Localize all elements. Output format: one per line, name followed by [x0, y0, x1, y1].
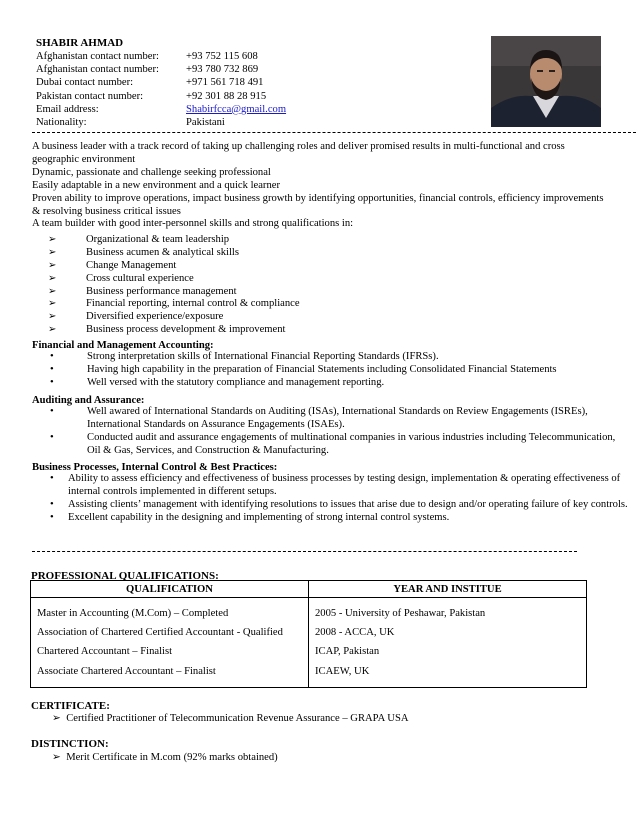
contact-block: [36, 50, 286, 129]
table-row: [31, 623, 587, 642]
auditing-section: [32, 395, 617, 458]
financial-section: [32, 340, 638, 390]
list-item: ➢ Merit Certificate in M.com (92% marks obtained): [52, 752, 278, 763]
qualification-skill-list: [0, 234, 600, 337]
contact-row: [36, 103, 286, 116]
arrow-bullet-icon: ➢: [52, 713, 67, 724]
summary-line: Easily adaptable in a new environment and a quick learner: [32, 179, 280, 191]
section-heading: CERTIFICATE:: [31, 700, 110, 712]
arrow-bullet-icon: ➢: [52, 752, 67, 763]
contact-row: [36, 50, 286, 63]
list-item: ➢ Business performance management: [48, 285, 237, 297]
round-bullet-icon: •: [50, 351, 54, 362]
round-bullet-icon: •: [50, 511, 54, 523]
list-item: ➢ Financial reporting, internal control & compliance: [48, 298, 300, 310]
arrow-bullet-icon: ➢: [48, 311, 57, 323]
arrow-bullet-icon: ➢: [48, 246, 57, 258]
profile-photo: [491, 36, 601, 127]
contact-label: Nationality:: [36, 116, 87, 128]
section-heading: Business Processes, Internal Control & Best Practices:: [32, 462, 278, 473]
summary-line: Proven ability to improve operations, impact business growth by identifying opportunities, financial controls, efficiency improvements & resolving business critical issues: [32, 192, 604, 217]
section-heading: DISTINCTION:: [31, 738, 109, 750]
contact-row: [36, 116, 286, 129]
table-cell: Associate Chartered Accountant – Finalist: [31, 662, 309, 688]
table-row: [31, 642, 587, 661]
contact-row: [36, 90, 286, 103]
contact-label: Pakistan contact number:: [36, 90, 144, 102]
email-link[interactable]: Shabirfcca@gmail.com: [186, 103, 287, 115]
list-item: • Conducted audit and assurance engagements of multinational companies in various industries including Telecommunication, Oil & Gas, Services, and Construction & Manufacturing.: [50, 431, 616, 456]
list-item: • Excellent capability in the designing and implementing of strong internal control systems.: [50, 511, 450, 523]
arrow-bullet-icon: ➢: [48, 298, 57, 310]
summary-line: Dynamic, passionate and challenge seeking professional: [32, 166, 271, 178]
list-item: ➢ Diversified experience/exposure: [48, 311, 224, 323]
list-item: • Strong interpretation skills of International Financial Reporting Standards (IFRSs).: [50, 351, 439, 362]
list-item: • Well versed with the statutory compliance and management reporting.: [50, 376, 385, 388]
section-heading: Financial and Management Accounting:: [32, 340, 214, 351]
contact-label: Email address:: [36, 103, 99, 115]
profile-summary: [32, 141, 612, 231]
candidate-name: SHABIR AHMAD: [36, 37, 124, 49]
section-divider: [32, 551, 577, 552]
list-item: • Assisting clients’ management with identifying resolutions to issues that arise due to design and/or operating failure of key controls.: [50, 498, 628, 510]
section-heading: PROFESSIONAL QUALIFICATIONS:: [31, 570, 219, 582]
list-item: ➢ Organizational & team leadership: [48, 234, 230, 245]
table-cell: ICAEW, UK: [309, 662, 587, 688]
summary-line: A business leader with a track record of taking up challenging roles and deliver promised results in multi-functional and cross geographic environment: [32, 141, 565, 165]
business-processes-section: [32, 462, 638, 525]
table-cell: Master in Accounting (M.Com) – Completed: [31, 598, 309, 624]
summary-line: A team builder with good inter-personnel skills and strong qualifications in:: [32, 218, 354, 230]
round-bullet-icon: •: [50, 498, 54, 510]
contact-value: Pakistani: [186, 116, 225, 128]
section-heading: Auditing and Assurance:: [32, 395, 145, 406]
list-item: ➢ Business process development & improvement: [48, 324, 286, 336]
table-cell: Chartered Accountant – Finalist: [31, 642, 309, 661]
section-divider: [32, 132, 636, 133]
round-bullet-icon: •: [50, 473, 54, 484]
round-bullet-icon: •: [50, 406, 54, 417]
column-header: YEAR AND INSTITUE: [309, 581, 587, 598]
list-item: ➢ Change Management: [48, 259, 177, 271]
list-item: • Well awared of International Standards on Auditing (ISAs), International Standards on Review Engagements (ISREs), International Standards on Assurance Engagements (ISAEs).: [50, 406, 588, 430]
arrow-bullet-icon: ➢: [48, 272, 57, 284]
table-cell: 2008 - ACCA, UK: [309, 623, 587, 642]
contact-label: Afghanistan contact number:: [36, 51, 159, 62]
list-item: • Ability to assess efficiency and effectiveness of business processes by testing design, implementation & operating effectiveness of internal controls implemented in different setups.: [50, 473, 621, 497]
table-cell: 2005 - University of Peshawar, Pakistan: [309, 598, 587, 624]
contact-row: [36, 76, 286, 89]
list-item: ➢ Business acumen & analytical skills: [48, 246, 239, 258]
round-bullet-icon: •: [50, 363, 54, 375]
table-header-row: [31, 581, 587, 598]
contact-value: +93 752 115 608: [186, 51, 258, 62]
qualifications-table: [30, 580, 587, 688]
round-bullet-icon: •: [50, 376, 54, 388]
arrow-bullet-icon: ➢: [48, 234, 57, 245]
contact-value: +93 780 732 869: [186, 64, 259, 76]
table-cell: ICAP, Pakistan: [309, 642, 587, 661]
contact-row: [36, 63, 286, 76]
contact-label: Dubai contact number:: [36, 77, 134, 89]
arrow-bullet-icon: ➢: [48, 285, 57, 297]
table-row: [31, 662, 587, 688]
arrow-bullet-icon: ➢: [48, 259, 57, 271]
table-row: [31, 598, 587, 624]
contact-value: +971 561 718 491: [186, 77, 264, 89]
round-bullet-icon: •: [50, 431, 54, 443]
contact-label: Afghanistan contact number:: [36, 64, 159, 76]
list-item: • Having high capability in the preparation of Financial Statements including Consolidated Financial Statements: [50, 363, 557, 375]
column-header: QUALIFICATION: [31, 581, 309, 598]
table-cell: Association of Chartered Certified Accountant - Qualified: [31, 623, 309, 642]
arrow-bullet-icon: ➢: [48, 324, 57, 336]
list-item: ➢ Cross cultural experience: [48, 272, 194, 284]
contact-value: +92 301 88 28 915: [186, 90, 267, 102]
list-item: ➢ Certified Practitioner of Telecommunication Revenue Assurance – GRAPA USA: [52, 713, 409, 724]
